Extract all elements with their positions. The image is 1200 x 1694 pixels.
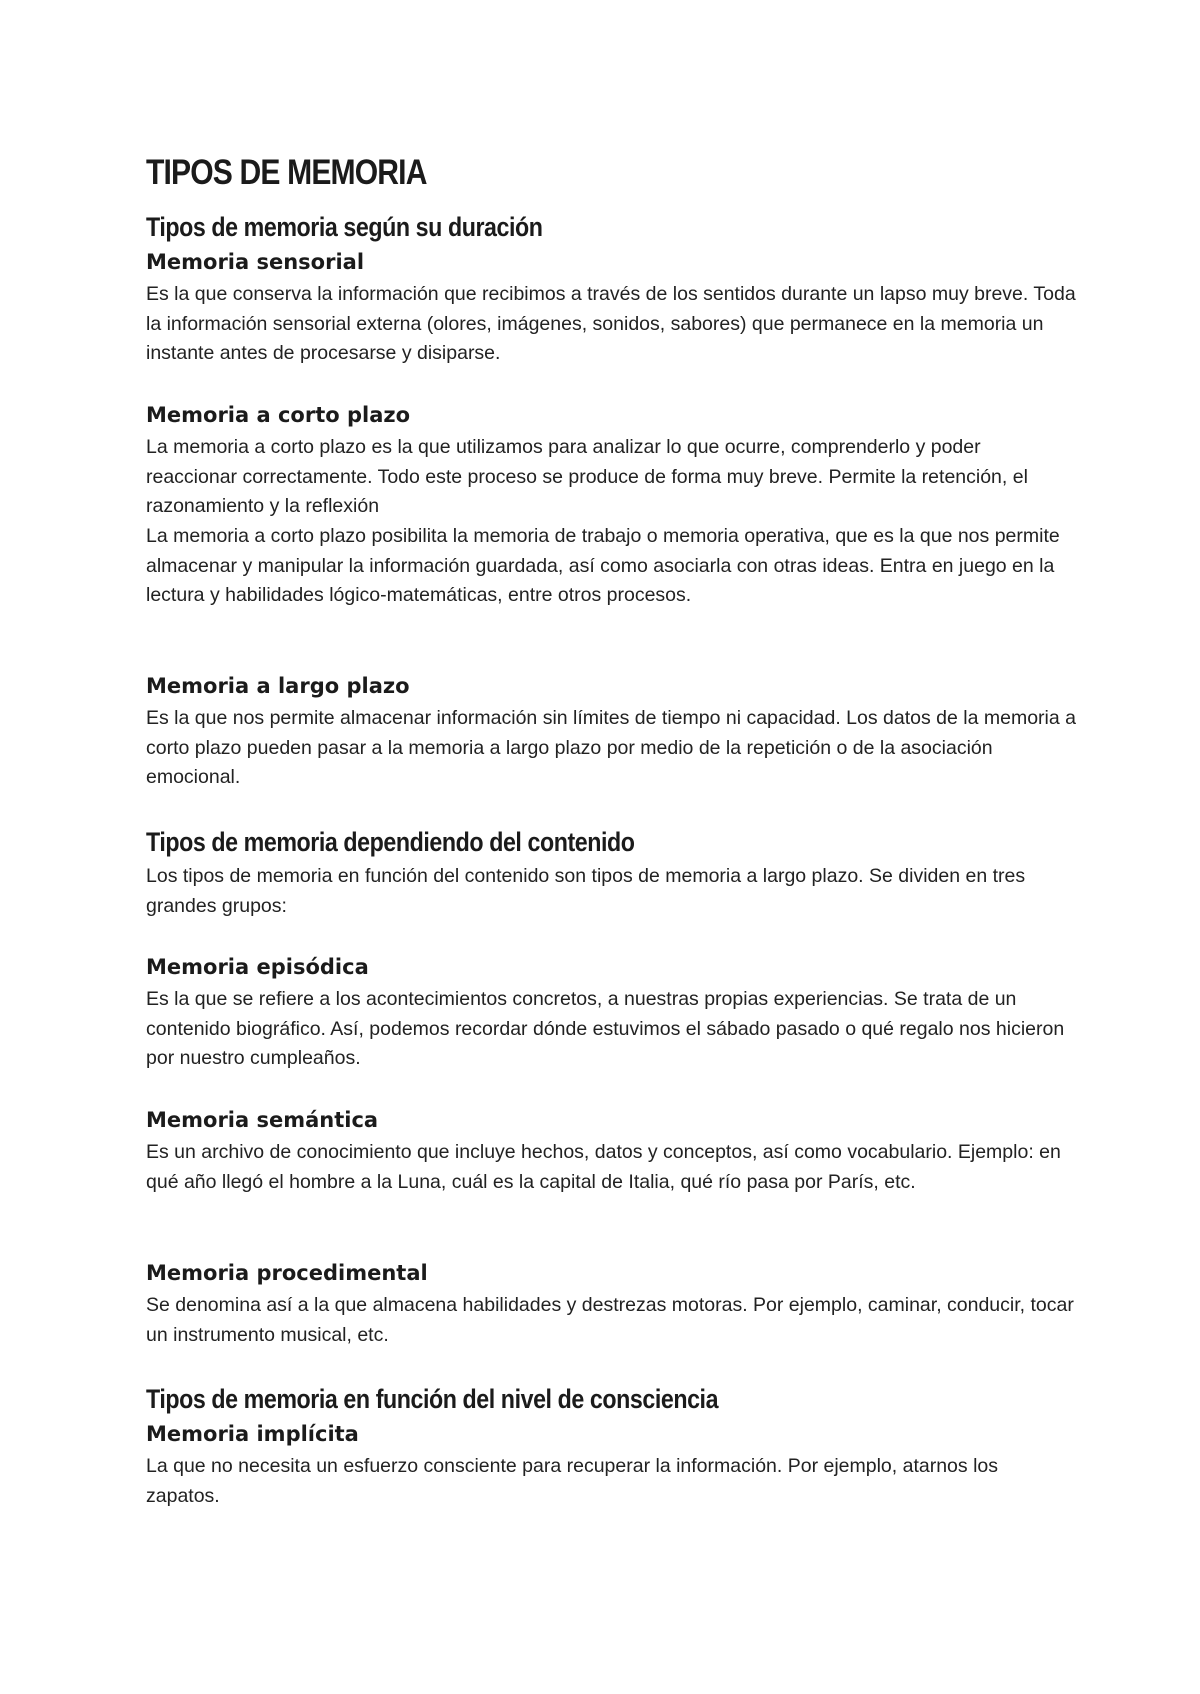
paragraph-memoria-semantica: Es un archivo de conocimiento que incluye hechos, datos y conceptos, así como vocabulario. Ejemplo: en qué año llegó el hombre a la Luna, cuál es la capital de Italia, qué río pasa por París, etc. bbox=[146, 1141, 1061, 1193]
section-heading-duracion: Tipos de memoria según su duración bbox=[146, 212, 543, 242]
section-heading-consciencia: Tipos de memoria en función del nivel de consciencia bbox=[146, 1384, 719, 1414]
paragraph-memoria-corto-plazo-1: La memoria a corto plazo es la que utilizamos para analizar lo que ocurre, comprenderlo y poder reaccionar correctamente. Todo este proceso se produce de forma muy breve. Permite la retención, el razonamiento y la reflexión bbox=[146, 436, 1028, 518]
paragraph-memoria-corto-plazo-2: La memoria a corto plazo posibilita la memoria de trabajo o memoria operativa, que es la que nos permite almacenar y manipular la información guardada, así como asociarla con otras ideas. Entra en juego en la lectura y habilidades lógico-matemáticas, entre otros procesos. bbox=[146, 525, 1060, 607]
subheading-memoria-semantica: Memoria semántica bbox=[146, 1108, 379, 1132]
document-title: TIPOS DE MEMORIA bbox=[146, 153, 427, 192]
section-heading-contenido: Tipos de memoria dependiendo del contenido bbox=[146, 827, 635, 857]
paragraph-memoria-procedimental: Se denomina así a la que almacena habilidades y destrezas motoras. Por ejemplo, caminar, conducir, tocar un instrumento musical, etc. bbox=[146, 1294, 1074, 1346]
paragraph-memoria-largo-plazo: Es la que nos permite almacenar información sin límites de tiempo ni capacidad. Los datos de la memoria a corto plazo pueden pasar a la memoria a largo plazo por medio de la repetición o de la asociación emocional. bbox=[146, 707, 1076, 789]
subheading-memoria-sensorial: Memoria sensorial bbox=[146, 250, 365, 274]
paragraph-memoria-sensorial: Es la que conserva la información que recibimos a través de los sentidos durante un lapso muy breve. Toda la información sensorial externa (olores, imágenes, sonidos, sabores) que permanece en la memoria un instante antes de procesarse y disiparse. bbox=[146, 283, 1076, 365]
paragraph-memoria-episodica: Es la que se refiere a los acontecimientos concretos, a nuestras propias experiencias. Se trata de un contenido biográfico. Así, podemos recordar dónde estuvimos el sábado pasado o qué regalo nos hicieron por nuestro cumpleaños. bbox=[146, 988, 1065, 1070]
subheading-memoria-corto-plazo: Memoria a corto plazo bbox=[146, 403, 411, 427]
subheading-memoria-episodica: Memoria episódica bbox=[146, 955, 369, 979]
paragraph-memoria-implicita: La que no necesita un esfuerzo consciente para recuperar la información. Por ejemplo, atarnos los zapatos. bbox=[146, 1455, 998, 1507]
subheading-memoria-procedimental: Memoria procedimental bbox=[146, 1261, 428, 1285]
paragraph-contenido-intro: Los tipos de memoria en función del contenido son tipos de memoria a largo plazo. Se dividen en tres grandes grupos: bbox=[146, 865, 1026, 917]
subheading-memoria-implicita: Memoria implícita bbox=[146, 1422, 359, 1446]
subheading-memoria-largo-plazo: Memoria a largo plazo bbox=[146, 674, 410, 698]
